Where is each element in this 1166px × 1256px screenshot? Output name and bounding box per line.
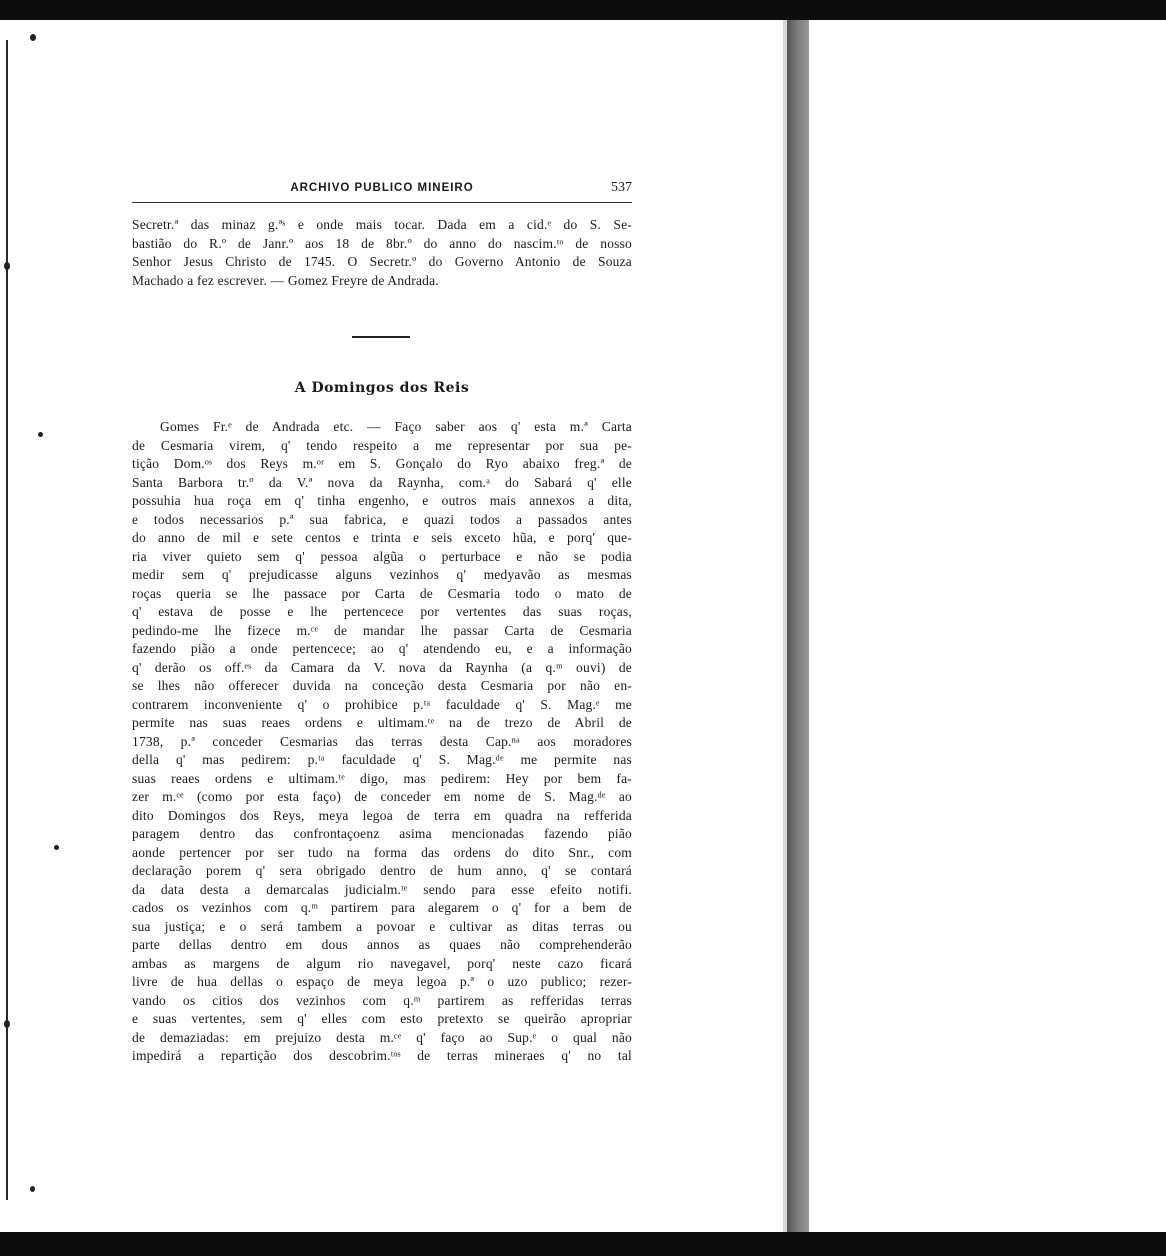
text-line: sua justiça; e o será tambem a povoar e cultivar as ditas terras ou (132, 918, 632, 934)
scan-speck (4, 1020, 10, 1028)
text-line: fazendo pião a onde pertencece; ao q' atendendo eu, e a informação (132, 641, 632, 656)
section-title: A Domingos dos Reis (294, 380, 470, 396)
text-line: bastião do R.º de Janr.º aos 18 de 8br.º do anno do nascim.ᵗᵒ de nosso (132, 235, 632, 251)
text-line: Gomes Fr.ᵉ de Andrada etc. — Faço saber aos q' esta m.ª Carta (160, 419, 632, 434)
text-line: contrarem inconveniente q' o prohibice p.ᵗᵃ faculdade q' S. Mag.ᵉ me (132, 696, 632, 712)
text-line: e suas vertentes, sem q' elles com esto pretexto se queirão apropriar (132, 1011, 632, 1026)
running-header-title: ARCHIVO PUBLICO MINEIRO (290, 182, 474, 194)
text-line: ria viver quieto sem q' pessoa algũa o perturbace e não se podia (132, 548, 632, 564)
text-line: tição Dom.ᵒˢ dos Reys m.ᵒʳ em S. Gonçalo do Ryo abaixo freg.ª de (132, 456, 632, 471)
text-line: cados os vezinhos com q.ᵐ partirem para alegarem o q' for a bem de (132, 900, 632, 915)
text-line: Secretr.ª das minaz g.ªˢ e onde mais tocar. Dada em a cid.ᵉ do S. Se- (132, 217, 632, 232)
text-line: vando os citios dos vezinhos com q.ᵐ partirem as refferidas terras (132, 992, 632, 1008)
text-line: q' estava de posse e lhe pertencece por vertentes das suas roças, (132, 604, 632, 619)
text-line: permite nas suas reaes ordens e ultimam.ᵗᵉ na de trezo de Abril de (132, 715, 632, 730)
text-line: pedindo-me lhe fizece m.ᶜᵉ de mandar lhe passar Carta de Cesmaria (132, 622, 632, 638)
section-separator (352, 336, 410, 338)
text-line: roças queria se lhe passace por Carta de Cesmaria todo o mato de (132, 585, 632, 601)
scan-speck (38, 432, 43, 437)
text-line: Santa Barbora tr.º da V.ª nova da Raynha, com.ᵃ do Sabará q' elle (132, 474, 632, 490)
text-line: e todos necessarios p.ª sua fabrica, e quazi todos a passados antes (132, 511, 632, 527)
text-line: Machado a fez escrever. — Gomez Freyre de Andrada. (132, 272, 439, 288)
text-line: possuhia hua roça em q' tinha engenho, e outros mais annexos a dita, (132, 493, 632, 508)
continuation-paragraph (132, 216, 632, 290)
text-line: medir sem q' prejudicasse alguns vezinhos q' medyavão as mesmas (132, 567, 632, 582)
text-line: livre de hua dellas o espaço de meya legoa p.ª o uzo publico; rezer- (132, 974, 632, 989)
text-line: zer m.ᶜᵉ (como por esta faço) de conceder em nome de S. Mag.ᵈᵉ ao (132, 789, 632, 804)
running-header (132, 180, 632, 203)
text-line: se lhes não offerecer duvida na conceção desta Cesmaria por não en- (132, 678, 632, 693)
text-line: declaração porem q' sera obrigado dentro de hum anno, q' se contará (132, 863, 632, 878)
scan-speck (30, 1186, 35, 1192)
text-line: aonde pertencer por ser tudo na forma das ordens do dito Snr., com (132, 844, 632, 860)
scan-speck (54, 845, 59, 850)
scan-bottom-border (0, 1232, 1166, 1256)
scan-top-border (0, 0, 1166, 20)
text-line: suas reaes ordens e ultimam.ᵗᵉ digo, mas pedirem: Hey por bem fa- (132, 770, 632, 786)
body-paragraph (132, 418, 632, 1066)
book-spine-shadow (787, 20, 809, 1232)
text-line: da data desta a demarcalas judicialm.ᵗᵉ sendo para esse efeito notifi. (132, 881, 632, 897)
text-line: parte dellas dentro em dous annos as quaes não comprehenderão (132, 937, 632, 952)
text-line: dito Domingos dos Reys, meya legoa de terra em quadra na refferida (132, 807, 632, 823)
text-line: Senhor Jesus Christo de 1745. O Secretr.º do Governo Antonio de Souza (132, 254, 632, 269)
text-line: de demaziadas: em prejuizo desta m.ᶜᵉ q' faço ao Sup.ᵉ o qual não (132, 1029, 632, 1045)
scan-speck (30, 34, 36, 41)
text-line: della q' mas pedirem: p.ᵗᵃ faculdade q' S. Mag.ᵈᵉ me permite nas (132, 752, 632, 767)
text-line: de Cesmaria virem, q' tendo respeito a me representar por sua pe- (132, 437, 632, 453)
text-line: ambas as margens de algum rio navegavel, porq' neste cazo ficará (132, 955, 632, 971)
text-line: 1738, p.ª conceder Cesmarias das terras desta Cap.ⁿᵃ aos moradores (132, 733, 632, 749)
text-line: do anno de mil e sete centos e trinta e seis exceto hũa, e porq' que- (132, 530, 632, 545)
scan-speck (4, 262, 10, 270)
text-line: impedirá a repartição dos descobrim.ᵗᵒˢ de terras mineraes q' no tal (132, 1048, 632, 1063)
text-line: q' derão os off.ᵉˢ da Camara da V. nova da Raynha (a q.ᵐ ouvi) de (132, 659, 632, 675)
page-number: 537 (611, 180, 632, 195)
text-line: paragem dentro das confrontaçoenz asima mencionadas fazendo pião (132, 826, 632, 841)
